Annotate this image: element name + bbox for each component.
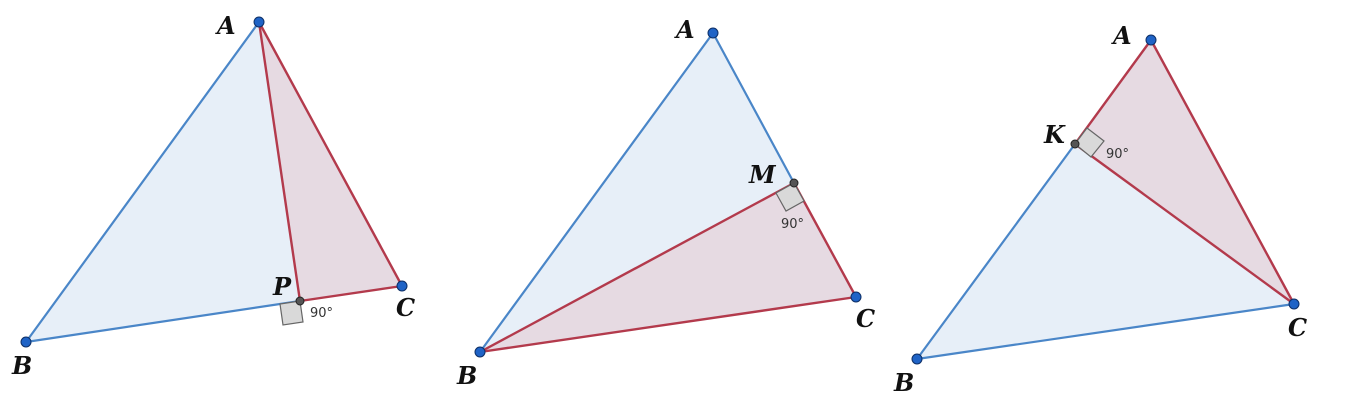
figure-left [11,11,415,380]
vertex-c [851,292,861,302]
label-foot: K [1044,120,1065,149]
vertex-a [708,28,718,38]
label-c: C [856,304,876,333]
vertex-a [1146,35,1156,45]
vertex-a [254,17,264,27]
right-angle-label: 90° [781,217,805,232]
vertex-b [21,337,31,347]
foot-point [790,179,798,187]
label-foot: M [749,160,776,189]
right-angle-label: 90° [1106,147,1130,162]
figure-right [893,21,1307,397]
label-c: C [396,293,416,322]
label-a: A [217,11,236,40]
vertex-c [397,281,407,291]
label-a: A [676,15,695,44]
label-b: B [12,351,33,380]
vertex-b [912,354,922,364]
vertex-b [475,347,485,357]
label-c: C [1288,313,1308,342]
vertex-c [1289,299,1299,309]
label-a: A [1113,21,1132,50]
foot-point [296,297,304,305]
label-b: B [457,361,478,390]
figure-middle [456,15,875,390]
foot-point [1071,140,1079,148]
label-b: B [894,368,915,397]
label-foot: P [273,272,292,301]
right-angle-label: 90° [310,306,334,321]
